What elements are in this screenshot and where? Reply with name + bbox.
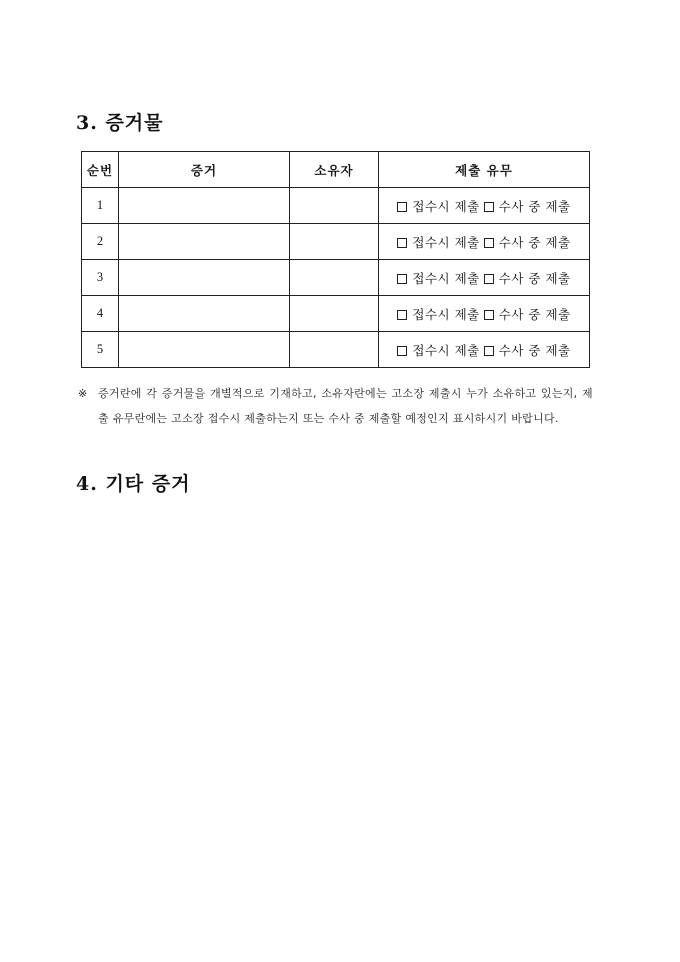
evidence-cell[interactable]	[119, 188, 290, 224]
header-evidence: 증거	[119, 152, 290, 188]
evidence-table	[81, 151, 590, 368]
evidence-cell[interactable]	[119, 260, 290, 296]
checkbox-during-investigation[interactable]	[484, 346, 494, 356]
option-during-investigation-label: 수사 중 제출	[498, 306, 571, 322]
table-row	[82, 332, 590, 368]
option-at-filing-label: 접수시 제출	[412, 234, 480, 250]
row-number: 2	[82, 224, 119, 260]
evidence-cell[interactable]	[119, 332, 290, 368]
evidence-cell[interactable]	[119, 224, 290, 260]
submission-cell	[379, 296, 590, 332]
checkbox-at-filing[interactable]	[397, 202, 407, 212]
submission-cell	[379, 260, 590, 296]
option-during-investigation[interactable]	[484, 233, 571, 251]
row-number: 3	[82, 260, 119, 296]
section-title-other-evidence: 4. 기타 증거	[76, 473, 191, 495]
table-row	[82, 188, 590, 224]
header-submission: 제출 유무	[379, 152, 590, 188]
option-at-filing[interactable]	[397, 341, 479, 359]
owner-cell[interactable]	[290, 296, 379, 332]
checkbox-at-filing[interactable]	[397, 346, 407, 356]
table-row	[82, 260, 590, 296]
option-at-filing[interactable]	[397, 269, 479, 287]
option-at-filing-label: 접수시 제출	[412, 306, 480, 322]
option-at-filing-label: 접수시 제출	[412, 198, 480, 214]
checkbox-during-investigation[interactable]	[484, 238, 494, 248]
header-owner: 소유자	[290, 152, 379, 188]
row-number: 5	[82, 332, 119, 368]
checkbox-at-filing[interactable]	[397, 274, 407, 284]
option-during-investigation[interactable]	[484, 341, 571, 359]
owner-cell[interactable]	[290, 260, 379, 296]
row-number: 1	[82, 188, 119, 224]
owner-cell[interactable]	[290, 224, 379, 260]
option-at-filing-label: 접수시 제출	[412, 342, 480, 358]
table-row	[82, 296, 590, 332]
submission-cell	[379, 224, 590, 260]
header-number: 순번	[82, 152, 119, 188]
option-at-filing[interactable]	[397, 233, 479, 251]
checkbox-during-investigation[interactable]	[484, 274, 494, 284]
checkbox-at-filing[interactable]	[397, 238, 407, 248]
note-mark: ※	[78, 387, 88, 400]
row-number: 4	[82, 296, 119, 332]
option-during-investigation-label: 수사 중 제출	[498, 342, 571, 358]
submission-cell	[379, 332, 590, 368]
note-text: 증거란에 각 증거물을 개별적으로 기재하고, 소유자란에는 고소장 제출시 누가 소유하고 있는지, 제출 유무란에는 고소장 접수시 제출하는지 또는 수사 중 제출할 예정인지 표시하시기 바랍니다.	[98, 387, 593, 425]
checkbox-during-investigation[interactable]	[484, 310, 494, 320]
option-at-filing-label: 접수시 제출	[412, 270, 480, 286]
owner-cell[interactable]	[290, 188, 379, 224]
section-title-evidence: 3. 증거물	[76, 112, 164, 134]
option-during-investigation-label: 수사 중 제출	[498, 270, 571, 286]
option-during-investigation-label: 수사 중 제출	[498, 198, 571, 214]
owner-cell[interactable]	[290, 332, 379, 368]
table-row	[82, 224, 590, 260]
checkbox-during-investigation[interactable]	[484, 202, 494, 212]
option-at-filing[interactable]	[397, 305, 479, 323]
option-during-investigation-label: 수사 중 제출	[498, 234, 571, 250]
instruction-note	[78, 381, 593, 425]
checkbox-at-filing[interactable]	[397, 310, 407, 320]
table-header-row	[82, 152, 590, 188]
option-during-investigation[interactable]	[484, 197, 571, 215]
evidence-cell[interactable]	[119, 296, 290, 332]
submission-cell	[379, 188, 590, 224]
option-during-investigation[interactable]	[484, 269, 571, 287]
option-at-filing[interactable]	[397, 197, 479, 215]
option-during-investigation[interactable]	[484, 305, 571, 323]
